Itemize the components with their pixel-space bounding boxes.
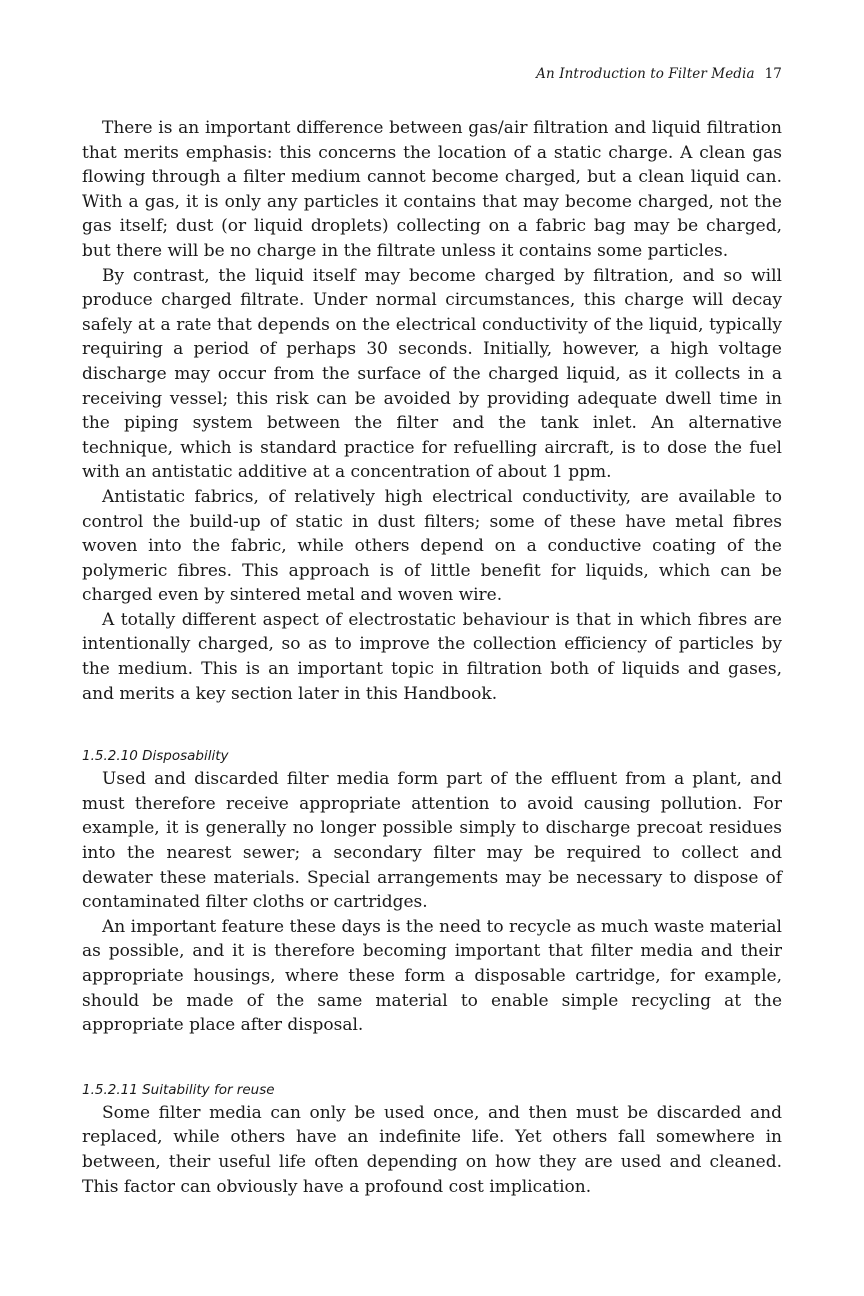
paragraph-reuse: Some filter media can only be used once, and then must be discarded and replaced, while others have an indefinite life. Yet others fall somewhere in between, their useful life often depending on how they are used and cleaned. This factor can obviously have a profound cost implication.: [82, 1102, 782, 1197]
paragraph-recycling: An important feature these days is the need to recycle as much waste material as possible, and it is therefore becoming important that filter media and their appropriate housings, where these form a disposable cartridge, for example, should be made of the same material to enable simple recycling at the appropriate place after disposal.: [82, 916, 782, 1036]
running-title: An Introduction to Filter Media: [536, 66, 755, 82]
paragraph-discarded-media: Used and discarded filter media form part of the effluent from a plant, and must therefore receive appropriate attention to avoid causing pollution. For example, it is generally no longer possible simply to discharge precoat residues into the nearest sewer; a secondary filter may be required to collect and dewater these materials. Special arrangements may be necessary to dispose of contaminated filter cloths or cartridges.: [82, 769, 782, 913]
section-heading-disposability: 1.5.2.10 Disposability: [82, 748, 229, 765]
section-spacer: [82, 706, 782, 745]
section-spacer: [82, 1038, 782, 1079]
page-number: 17: [764, 66, 782, 82]
body-text: [82, 116, 782, 1199]
section-heading-reuse: 1.5.2.11 Suitability for reuse: [82, 1081, 275, 1098]
paragraph-charged-fibres: A totally different aspect of electrostatic behaviour is that in which fibres are intentionally charged, so as to improve the collection efficiency of particles by the medium. This is an important topic in filtration both of liquids and gases, and merits a key section later in this Handbook.: [82, 609, 782, 704]
paragraph-charged-liquid: By contrast, the liquid itself may become charged by filtration, and so will produce charged filtrate. Under normal circumstances, this charge will decay safely at a rate that depends on the electrical conductivity of the liquid, typically requiring a period of perhaps 30 seconds. Initially, however, a high voltage discharge may occur from the surface of the charged liquid, as it collects in a receiving vessel; this risk can be avoided by providing adequate dwell time in the piping system between the filter and the tank inlet. An alternative technique, which is standard practice for refuelling aircraft, is to dose the fuel with an antistatic additive at a concentration of about 1 ppm.: [82, 265, 782, 483]
running-head: [536, 66, 782, 82]
paragraph-antistatic-fabrics: Antistatic fabrics, of relatively high electrical conductivity, are available to control the build-up of static in dust filters; some of these have metal fibres woven into the fabric, while others depend on a conductive coating of the polymeric fibres. This approach is of little benefit for liquids, which can be charged even by sintered metal and woven wire.: [82, 486, 782, 606]
paragraph-static-charge: There is an important difference between gas/air filtration and liquid filtration that merits emphasis: this concerns the location of a static charge. A clean gas flowing through a filter medium cannot become charged, but a clean liquid can. With a gas, it is only any particles it contains that may become charged, not the gas itself; dust (or liquid droplets) collecting on a fabric bag may be charged, but there will be no charge in the filtrate unless it contains some particles.: [82, 118, 782, 261]
